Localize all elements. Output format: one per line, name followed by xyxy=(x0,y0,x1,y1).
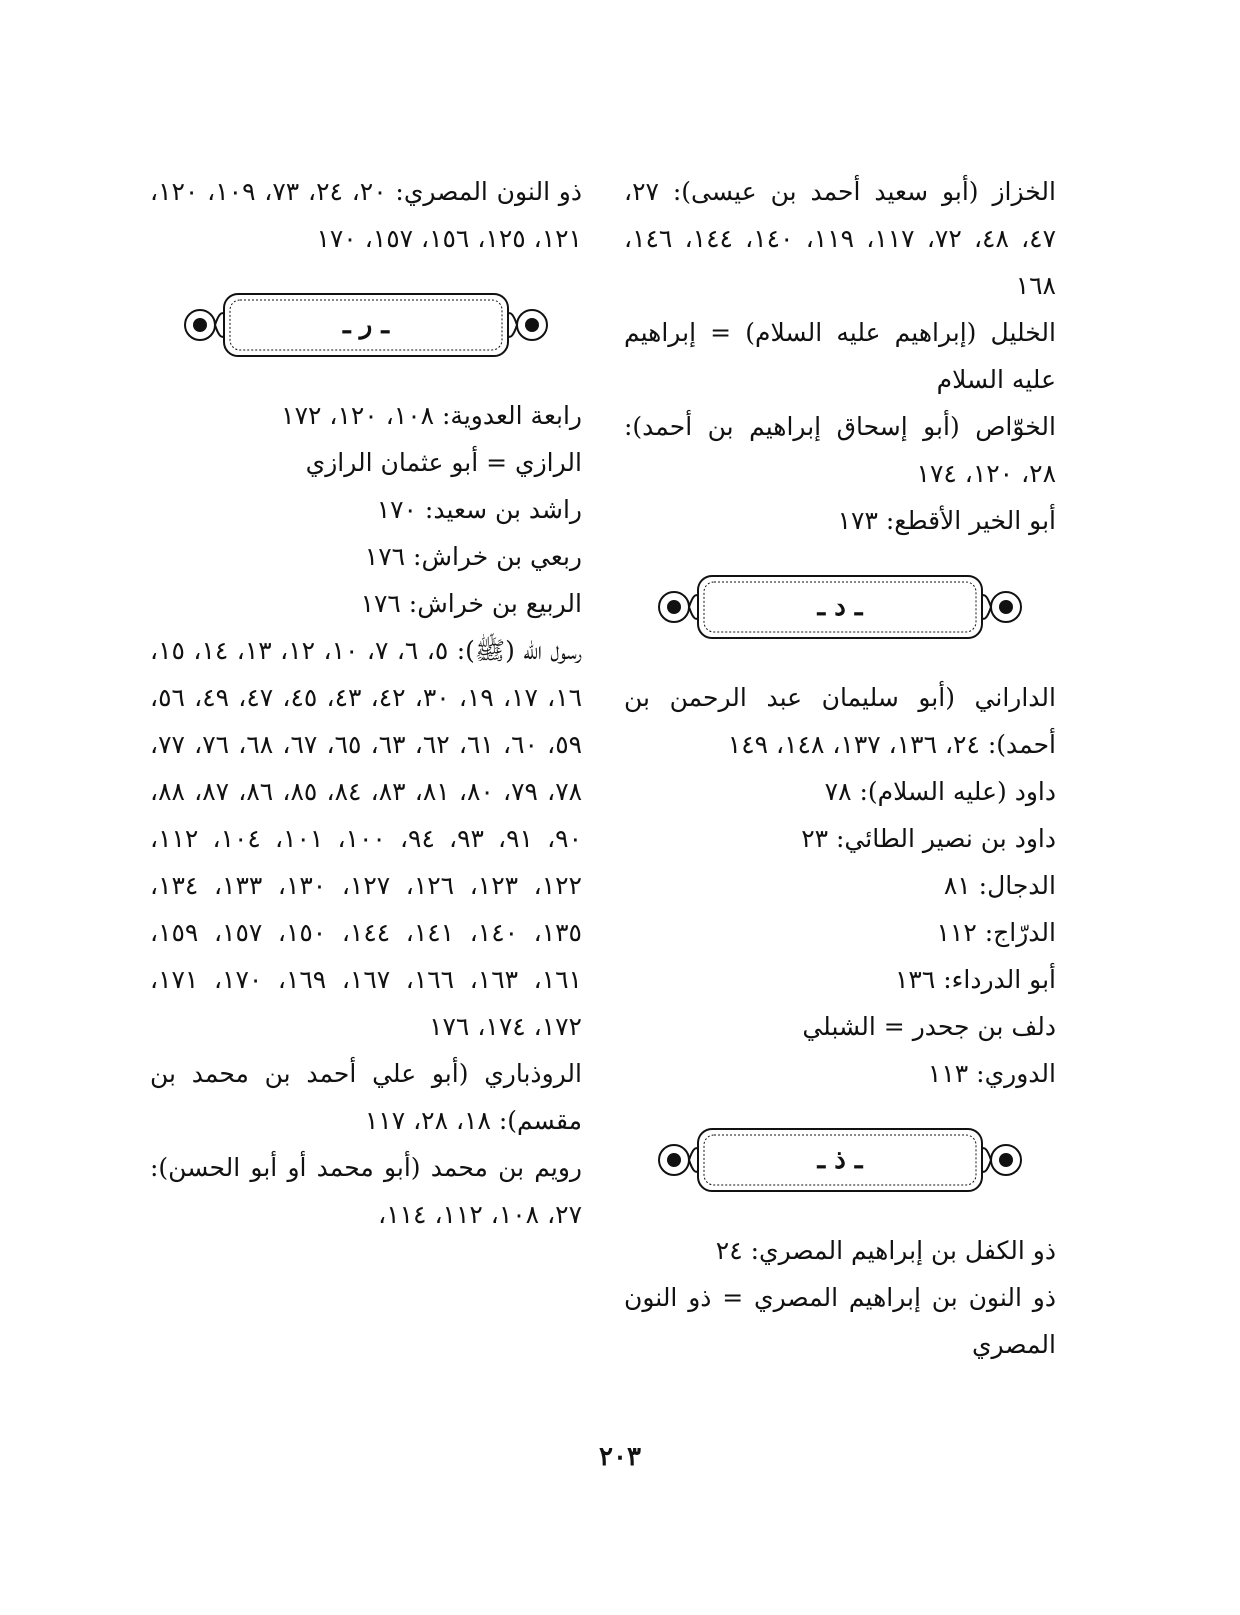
index-entry: راشد بن سعيد: ١٧٠ xyxy=(376,495,582,524)
index-entry: الخوّاص (أبو إسحاق إبراهيم بن أحمد): ٢٨، ١٢٠، ١٧٤ xyxy=(624,412,1056,488)
index-entry: أبو الخير الأقطع: ١٧٣ xyxy=(837,506,1056,535)
index-entry: الدجال: ٨١ xyxy=(943,871,1056,900)
section-header-ra xyxy=(166,280,566,370)
index-entry: الداراني (أبو سليمان عبد الرحمن بن أحمد): ٢٤، ١٣٦، ١٣٧، ١٤٨، ١٤٩ xyxy=(624,683,1056,759)
index-entry: داود بن نصير الطائي: ٢٣ xyxy=(801,824,1056,853)
index-entry: ذو النون المصري: ٢٠، ٢٤، ٧٣، ١٠٩، ١٢٠، ١٢١، ١٢٥، ١٥٦، ١٥٧، ١٧٠ xyxy=(150,177,583,253)
index-entry: الدرّاج: ١١٢ xyxy=(936,918,1056,947)
index-column-right xyxy=(624,168,1056,1368)
index-entry: الربيع بن خراش: ١٧٦ xyxy=(360,589,582,618)
index-entry: ذو الكفل بن إبراهيم المصري: ٢٤ xyxy=(715,1236,1056,1265)
index-entry: ربعي بن خراش: ١٧٦ xyxy=(364,542,582,571)
section-header-dal xyxy=(640,562,1040,652)
index-entry: الدوري: ١١٣ xyxy=(927,1059,1056,1088)
page-number: ٢٠٣ xyxy=(599,1442,641,1472)
index-entry: ذو النون بن إبراهيم المصري = ذو النون المصري xyxy=(624,1283,1056,1359)
section-letter: ـ د ـ xyxy=(817,592,863,622)
index-entry: دلف بن جحدر = الشبلي xyxy=(802,1012,1056,1041)
index-entry: رابعة العدوية: ١٠٨، ١٢٠، ١٧٢ xyxy=(281,401,582,430)
section-letter: ـ ذ ـ xyxy=(817,1145,863,1175)
section-header-dhal xyxy=(640,1115,1040,1205)
index-entry: رويم بن محمد (أبو محمد أو أبو الحسن): ٢٧، ١٠٨، ١١٢، ١١٤، xyxy=(150,1153,582,1229)
index-entry: رسول الله (ﷺ): ٥، ٦، ٧، ١٠، ١٢، ١٣، ١٤، ١٥، ١٦، ١٧، ١٩، ٣٠، ٤٢، ٤٣، ٤٥، ٤٧، ٤٩، ٥٦، ٥٩، ٦٠، ٦١، ٦٢، ٦٣، ٦٥، ٦٧، ٦٨، ٧٦، ٧٧، ٧٨، ٧٩، ٨٠، ٨١، ٨٣، ٨٤، ٨٥، ٨٦، ٨٧، ٨٨، ٩٠، ٩١، ٩٣، ٩٤، ١٠٠، ١٠١، ١٠٤، ١١٢، ١٢٢، ١٢٣، ١٢٦، ١٢٧، ١٣٠، ١٣٣، ١٣٤، ١٣٥، ١٤٠، ١٤١، ١٤٤، ١٥٠، ١٥٧، ١٥٩، ١٦١، ١٦٣، ١٦٦، ١٦٧، ١٦٩، ١٧٠، ١٧١، ١٧٢، ١٧٤، ١٧٦ xyxy=(150,636,583,1041)
index-entry: الخليل (إبراهيم عليه السلام) = إبراهيم عليه السلام xyxy=(624,318,1056,394)
index-entry: الخزاز (أبو سعيد أحمد بن عيسى): ٢٧، ٤٧، ٤٨، ٧٢، ١١٧، ١١٩، ١٤٠، ١٤٤، ١٤٦، ١٦٨ xyxy=(624,177,1056,300)
index-column-left xyxy=(150,168,582,1238)
index-entry: الروذباري (أبو علي أحمد بن محمد بن مقسم): ١٨، ٢٨، ١١٧ xyxy=(150,1059,582,1135)
section-letter: ـ ر ـ xyxy=(343,310,389,340)
index-entry: أبو الدرداء: ١٣٦ xyxy=(894,965,1056,994)
index-entry: داود (عليه السلام): ٧٨ xyxy=(824,777,1056,806)
index-entry: الرازي = أبو عثمان الرازي xyxy=(305,448,582,477)
